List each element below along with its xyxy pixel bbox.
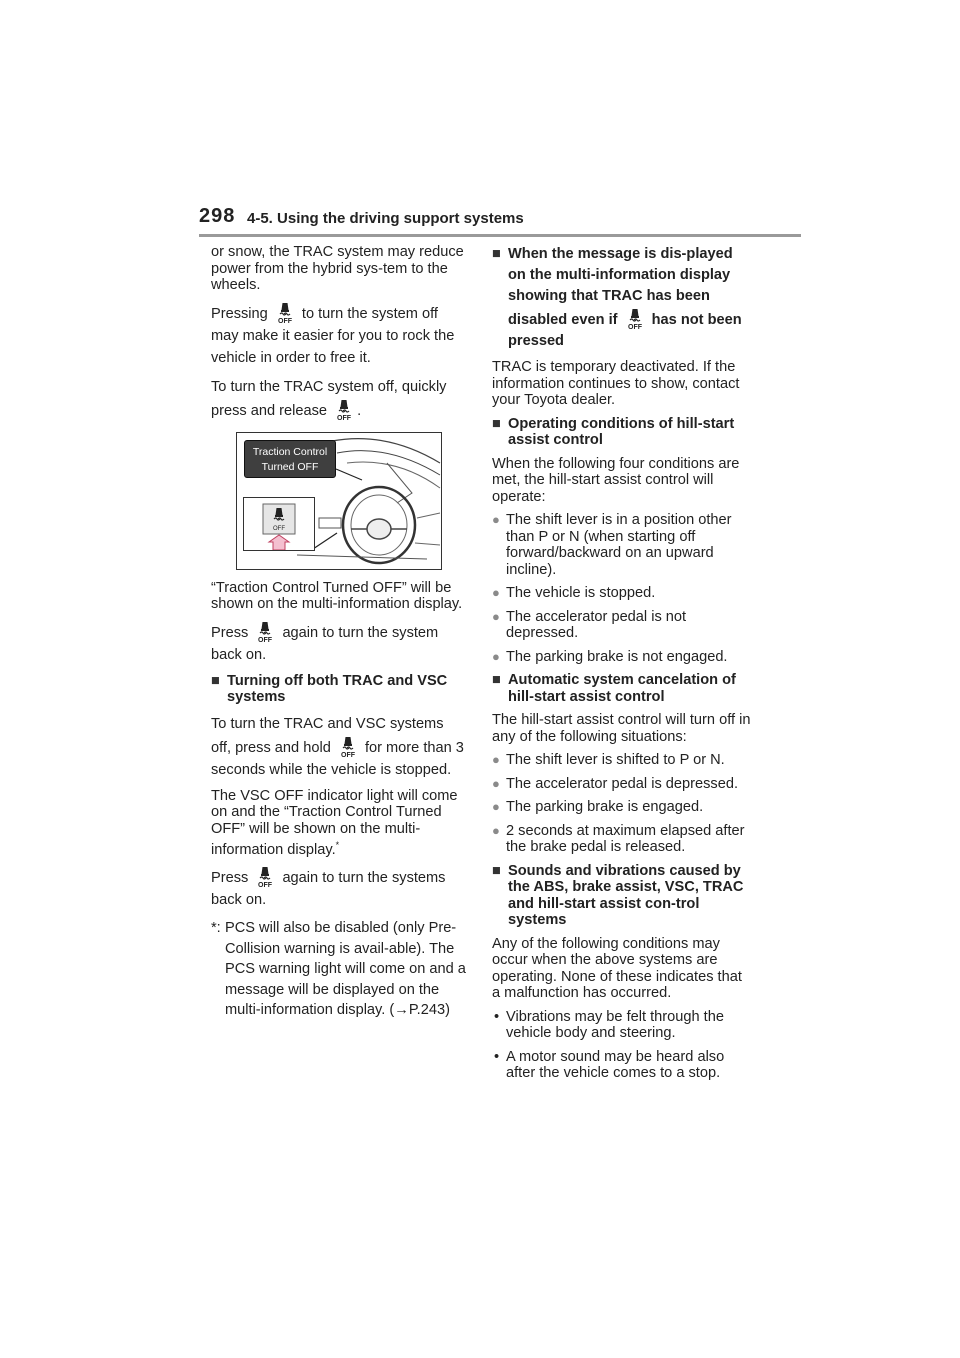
subsection-heading: ■ Sounds and vibrations caused by the ABS, brake assist, VSC, TRAC and hill-start assist con-trol systems	[492, 863, 754, 929]
trac-off-icon	[333, 398, 355, 422]
text: The VSC OFF indicator light will come on and the “Traction Control Turned OFF” will be shown on the multi-information display.	[211, 787, 458, 858]
right-column	[492, 244, 754, 1089]
text: To turn the TRAC and VSC systems off, press and hold	[211, 715, 444, 756]
subsection-heading: ■ Automatic system cancelation of hill-start assist control	[492, 672, 754, 705]
list-item: ● The accelerator pedal is depressed.	[492, 776, 754, 793]
svg-text:OFF: OFF	[273, 525, 285, 532]
message-line: Traction Control	[252, 445, 328, 458]
text: PCS will also be disabled (only Pre-Collision warning is avail-able). The PCS warning light will come on and a message will be displayed on the multi-information display. (	[225, 920, 466, 1019]
svg-text:OFF: OFF	[258, 882, 273, 890]
message-line: Turned OFF	[261, 460, 319, 473]
svg-text:OFF: OFF	[277, 317, 292, 325]
trac-off-icon	[254, 620, 276, 644]
paragraph	[211, 788, 467, 859]
trac-off-icon	[624, 307, 646, 331]
paragraph: “Traction Control Turned OFF” will be shown on the multi-information display.	[211, 579, 463, 612]
section-title: 4-5. Using the driving support systems	[247, 210, 524, 227]
paragraph	[211, 620, 467, 666]
text: again to turn the system back on.	[211, 624, 439, 663]
text: When the message is dis-played on the multi-information display showing that TRAC has been disabled even if	[508, 246, 733, 328]
svg-text:OFF: OFF	[627, 324, 642, 331]
list-item: • A motor sound may be heard also after the vehicle comes to a stop.	[492, 1049, 754, 1082]
footnote-mark: *	[335, 840, 340, 850]
text: .	[357, 402, 362, 419]
subsection-heading: ■ Operating conditions of hill-start assist control	[492, 416, 754, 449]
paragraph	[211, 865, 467, 911]
list-item: ● The parking brake is not engaged.	[492, 649, 754, 666]
trac-off-switch	[244, 498, 314, 550]
svg-text:OFF: OFF	[337, 414, 352, 422]
footnote-marker: *:	[211, 920, 221, 937]
paragraph: or snow, the TRAC system may reduce power from the hybrid sys-tem to the wheels.	[211, 244, 464, 293]
list-item: ● The shift lever is shifted to P or N.	[492, 752, 754, 769]
paragraph	[211, 301, 467, 369]
subsection-heading: ■ Turning off both TRAC and VSC systems	[211, 673, 467, 706]
switch-inset	[243, 497, 315, 551]
paragraph	[211, 713, 467, 781]
paragraph	[211, 376, 467, 422]
list-item: ● The parking brake is engaged.	[492, 799, 754, 816]
text: Pressing	[211, 305, 268, 322]
page-header	[199, 204, 801, 236]
text: again to turn the systems back on.	[211, 870, 446, 909]
trac-off-icon	[254, 865, 276, 889]
text: Press	[211, 870, 249, 887]
paragraph: Any of the following conditions may occur when the above systems are operating. None of these indicates that a malfunction has occurred.	[492, 935, 742, 1001]
text: has not been pressed	[508, 312, 742, 349]
list-item: ● The accelerator pedal is not depressed.	[492, 609, 754, 642]
footnote	[211, 918, 467, 1021]
trac-off-icon	[274, 301, 296, 325]
text: Press	[211, 624, 249, 641]
paragraph: TRAC is temporary deactivated. If the information continues to show, contact your Toyota dealer.	[492, 359, 740, 408]
page-number: 298	[199, 205, 236, 227]
paragraph: When the following four conditions are met, the hill-start assist control will operate:	[492, 455, 740, 505]
traction-control-message	[244, 440, 336, 478]
text: To turn the TRAC system off, quickly press and release	[211, 378, 447, 419]
list-item: ● 2 seconds at maximum elapsed after the brake pedal is released.	[492, 823, 754, 856]
list-item: • Vibrations may be felt through the vehicle body and steering.	[492, 1009, 754, 1042]
text: to turn the system off may make it easier for you to rock the vehicle in order to free it.	[211, 305, 455, 366]
header-rule	[199, 234, 801, 237]
paragraph: The hill-start assist control will turn off in any of the following situations:	[492, 712, 751, 745]
svg-text:OFF: OFF	[340, 751, 355, 759]
svg-text:OFF: OFF	[258, 636, 273, 644]
list-item: ● The shift lever is in a position other than P or N (when starting off forward/backward on an upward incline).	[492, 512, 754, 578]
trac-off-icon	[337, 735, 359, 759]
text: for more than 3 seconds while the vehicle is stopped.	[211, 739, 464, 778]
arrow-icon: →	[394, 1002, 409, 1019]
page-reference[interactable]: P.243)	[408, 1002, 450, 1019]
dashboard-illustration	[236, 432, 442, 570]
list-item: ● The vehicle is stopped.	[492, 585, 754, 602]
subsection-heading	[492, 244, 754, 352]
left-column	[211, 244, 467, 1028]
